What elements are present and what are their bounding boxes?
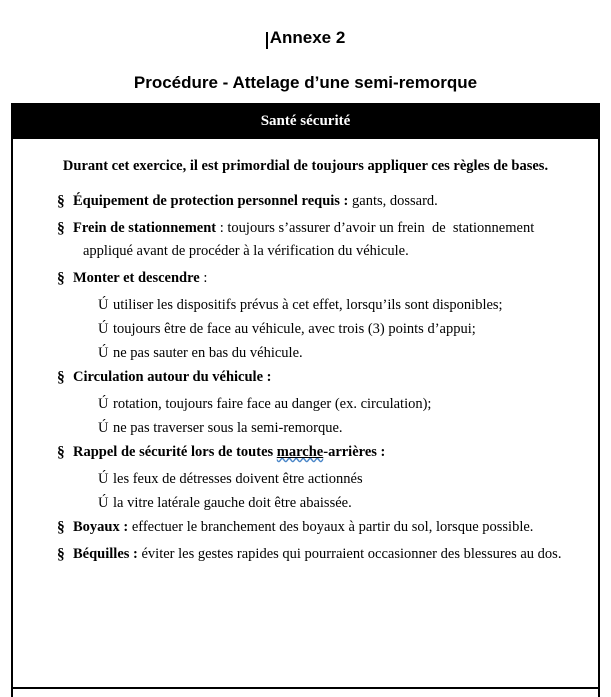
underlined-word: marche [276, 444, 324, 460]
list-item-rappel [57, 441, 594, 464]
sub-item [98, 417, 594, 440]
list-item-text [73, 366, 594, 389]
sub-item-text: ne pas traverser sous la semi-remorque. [113, 420, 343, 436]
list-item-frein [57, 217, 594, 263]
item-line2: appliqué avant de procéder à la vérification du véhicule. [83, 243, 409, 259]
spellcheck-squiggle [277, 444, 323, 460]
sub-item-text: ne pas sauter en bas du véhicule. [113, 345, 303, 361]
arrow-bullet-icon: Ú [98, 297, 109, 313]
content-box[interactable] [11, 139, 600, 689]
arrow-bullet-icon: Ú [98, 471, 109, 487]
sub-item [98, 294, 594, 317]
sub-list-rappel [98, 468, 594, 515]
section-bullet-icon: § [57, 270, 65, 287]
sub-item-text: les feux de détresses doivent être actionnés [113, 471, 363, 487]
item-rest-text: effectuer le branchement des boyaux à partir du sol, lorsque possible. [128, 519, 534, 535]
safety-rule-list [57, 190, 594, 566]
sub-item [98, 318, 594, 341]
annexe-heading-text: Annexe 2 [269, 28, 346, 47]
item-line1 [73, 220, 534, 236]
next-table-row-partial [11, 689, 600, 697]
annexe-heading [0, 0, 611, 48]
procedure-table [11, 103, 600, 689]
item-rest-text: : [199, 270, 208, 286]
arrow-bullet-icon: Ú [98, 420, 109, 436]
section-bullet-icon: § [57, 519, 65, 536]
item-bold-lead: Monter et descendre [73, 270, 200, 286]
list-item-text [73, 190, 594, 213]
sub-list-circulation [98, 393, 594, 440]
section-bullet-icon: § [57, 369, 65, 386]
item-bold-tail: -arrières : [323, 444, 386, 460]
list-item-text [73, 217, 594, 263]
list-item-circulation [57, 366, 594, 389]
text-cursor [266, 32, 268, 49]
item-bold-lead: Boyaux : [73, 519, 129, 535]
sub-item [98, 468, 594, 491]
arrow-bullet-icon: Ú [98, 345, 109, 361]
list-item-monter [57, 267, 594, 290]
section-bullet-icon: § [57, 444, 65, 461]
arrow-bullet-icon: Ú [98, 495, 109, 511]
list-item-equipement [57, 190, 594, 213]
list-item-boyaux [57, 516, 594, 539]
item-bold-lead: Béquilles : [73, 546, 138, 562]
item-bold-lead: Équipement de protection personnel requis : [73, 193, 349, 209]
sub-item [98, 342, 594, 365]
item-bold-lead: Frein de stationnement [73, 220, 217, 236]
list-item-text [73, 516, 594, 539]
list-item-text [73, 267, 594, 290]
item-bold-lead: Rappel de sécurité lors de toutes [73, 444, 277, 460]
section-bullet-icon: § [57, 193, 65, 210]
sub-item-text: utiliser les dispositifs prévus à cet effet, lorsqu’ils sont disponibles; [113, 297, 503, 313]
sub-item-text: la vitre latérale gauche doit être abaissée. [113, 495, 352, 511]
intro-text: Durant cet exercice, il est primordial de toujours appliquer ces règles de bases. [62, 158, 549, 174]
item-rest-text: éviter les gestes rapides qui pourraient occasionner des blessures au dos. [137, 546, 562, 562]
sub-item-text: toujours être de face au véhicule, avec trois (3) points d’appui; [113, 321, 476, 337]
sub-item-text: rotation, toujours faire face au danger (ex. circulation); [113, 396, 432, 412]
sub-item [98, 492, 594, 515]
section-bullet-icon: § [57, 220, 65, 237]
item-rest-text: : toujours s’assurer d’avoir un frein de stationnement [216, 220, 535, 236]
sub-item [98, 393, 594, 416]
health-safety-header: Santé sécurité [11, 103, 600, 139]
sub-list-monter [98, 294, 594, 365]
item-bold-lead: Circulation autour du véhicule : [73, 369, 272, 385]
list-item-text [73, 441, 594, 464]
arrow-bullet-icon: Ú [98, 321, 109, 337]
page-title: Procédure - Attelage d’une semi-remorque [133, 73, 478, 92]
arrow-bullet-icon: Ú [98, 396, 109, 412]
section-bullet-icon: § [57, 546, 65, 563]
list-item-text [73, 543, 594, 566]
list-item-bequilles [57, 543, 594, 566]
item-rest-text: gants, dossard. [348, 193, 438, 209]
